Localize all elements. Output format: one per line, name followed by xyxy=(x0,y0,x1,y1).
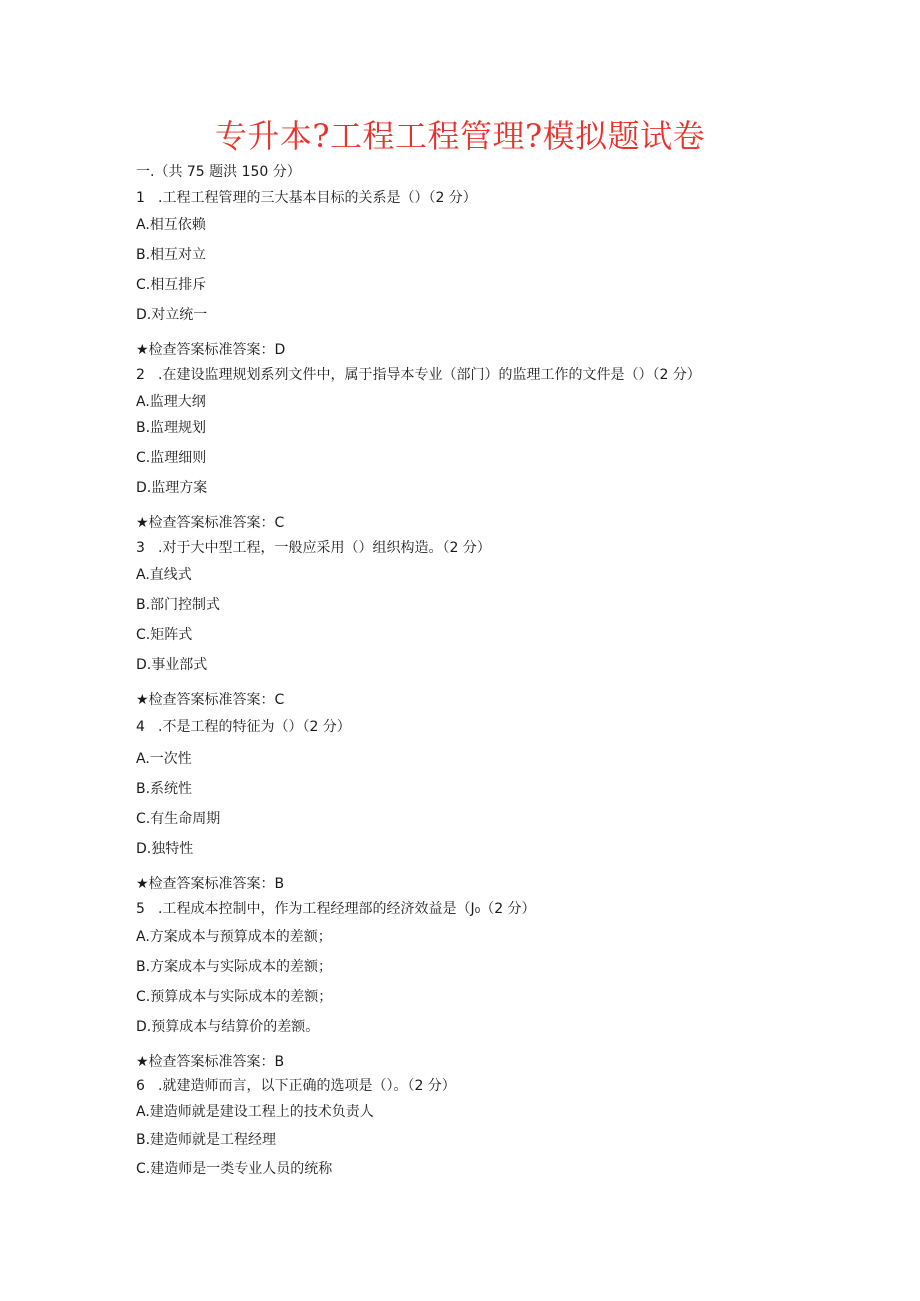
document-title: 专升本?工程工程管理?模拟题试卷 xyxy=(214,117,706,155)
question-number: 6 xyxy=(136,1078,145,1094)
question-5 xyxy=(136,899,536,919)
option-d: D.对立统一 xyxy=(136,307,208,323)
option-c: C.矩阵式 xyxy=(136,627,193,643)
option-d: D.监理方案 xyxy=(136,480,208,496)
option-d: D.预算成本与结算价的差额。 xyxy=(136,1019,320,1035)
question-3 xyxy=(136,538,491,558)
question-4 xyxy=(136,717,351,737)
question-number: 1 xyxy=(136,190,145,206)
option-b: B.方案成本与实际成本的差额； xyxy=(136,959,333,975)
option-b: B.建造师就是工程经理 xyxy=(136,1132,277,1148)
answer-line: ★检查答案标准答案：B xyxy=(136,876,285,892)
option-c: C.监理细则 xyxy=(136,450,207,466)
option-a: A.方案成本与预算成本的差额； xyxy=(136,929,332,945)
question-text: .不是工程的特征为（）（2 分） xyxy=(158,719,351,735)
question-number: 4 xyxy=(136,719,145,735)
question-text: .工程工程管理的三大基本目标的关系是（）（2 分） xyxy=(158,190,477,206)
option-c: C.建造师是一类专业人员的统称 xyxy=(136,1161,333,1177)
answer-line: ★检查答案标准答案：C xyxy=(136,515,285,531)
question-text: .就建造师而言，以下正确的选项是（）。（2 分） xyxy=(158,1078,456,1094)
option-b: B.监理规划 xyxy=(136,420,207,436)
option-a: A.相互依赖 xyxy=(136,217,206,233)
option-c: C.相互排斥 xyxy=(136,277,207,293)
option-a: A.建造师就是建设工程上的技术负责人 xyxy=(136,1104,374,1120)
question-1 xyxy=(136,188,477,208)
option-b: B.部门控制式 xyxy=(136,597,221,613)
option-a: A.一次性 xyxy=(136,751,192,767)
option-b: B.系统性 xyxy=(136,781,193,797)
question-text: .工程成本控制中，作为工程经理部的经济效益是（J₀（2 分） xyxy=(158,901,536,917)
option-d: D.独特性 xyxy=(136,841,194,857)
question-text: .对于大中型工程，一般应采用（）组织构造。（2 分） xyxy=(158,540,491,556)
option-a: A.监理大纲 xyxy=(136,394,206,410)
section-header: 一.（共 75 题洪 150 分） xyxy=(136,164,301,180)
question-number: 5 xyxy=(136,901,145,917)
option-c: C.有生命周期 xyxy=(136,811,221,827)
question-number: 3 xyxy=(136,540,145,556)
option-d: D.事业部式 xyxy=(136,657,208,673)
question-6 xyxy=(136,1076,456,1096)
answer-line: ★检查答案标准答案：C xyxy=(136,692,285,708)
answer-line: ★检查答案标准答案：B xyxy=(136,1054,285,1070)
option-b: B.相互对立 xyxy=(136,247,207,263)
question-text: .在建设监理规划系列文件中，属于指导本专业（部门）的监理工作的文件是（）（2 分） xyxy=(158,367,701,383)
option-a: A.直线式 xyxy=(136,567,192,583)
answer-line: ★检查答案标准答案：D xyxy=(136,342,286,358)
question-2 xyxy=(136,365,701,385)
question-number: 2 xyxy=(136,367,145,383)
option-c: C.预算成本与实际成本的差额； xyxy=(136,989,333,1005)
